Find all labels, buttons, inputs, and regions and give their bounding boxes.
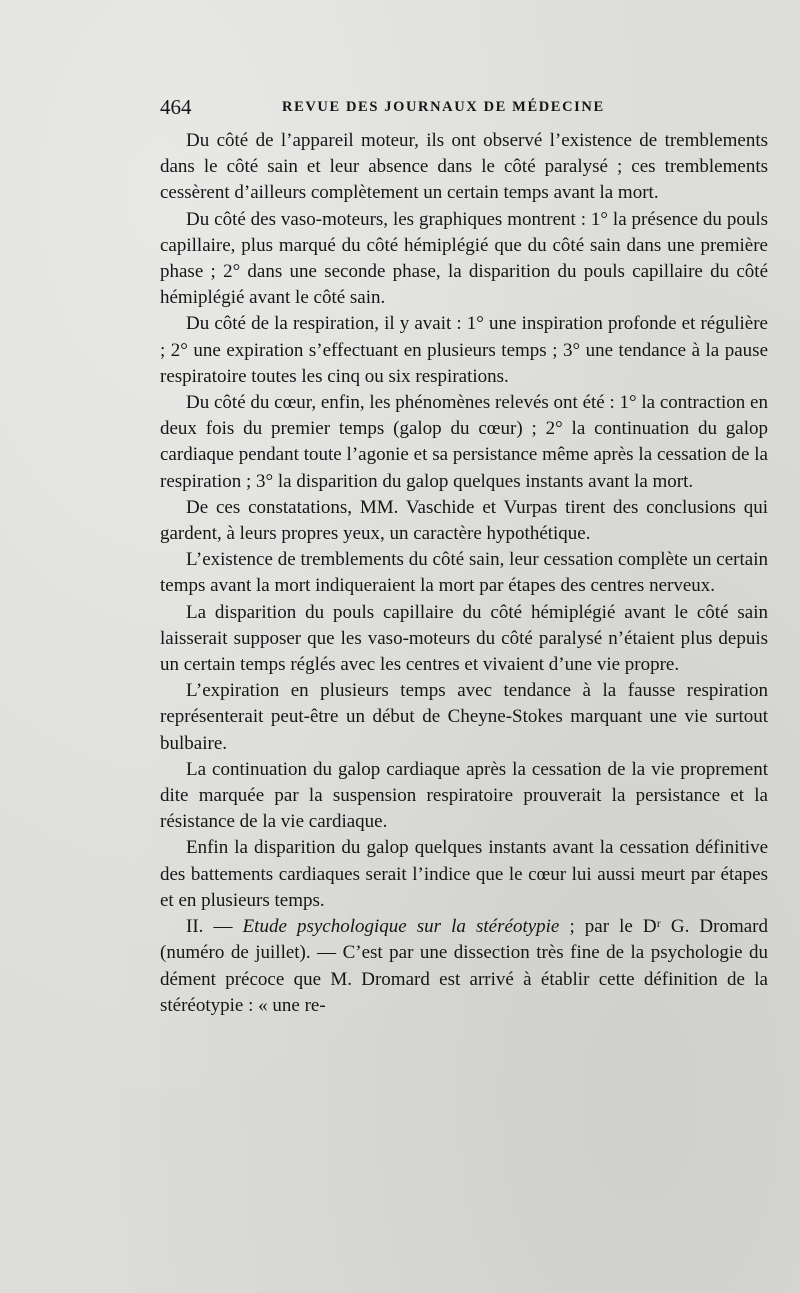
paragraph-heart: Du côté du cœur, enfin, les phénomènes relevés ont été : 1° la contraction en deux fois du premier temps (galop du cœur) ; 2° la continuation du galop cardiaque pendant toute l’agonie et sa persistance même après la cessation de la respiration ; 3° la disparition du galop quelques instants avant la mort.: [160, 392, 768, 492]
section-rest: ; par le Dʳ G. Dromard (numéro de juillet). — C’est par une dissection très fine de la psychologie du dément précoce que M. Dromard est arrivé à établir cette définition de la stéréotypie : « une re-: [160, 916, 768, 1016]
paragraph-tremors: L’existence de tremblements du côté sain, leur cessation complète un certain temps avant la mort indiqueraient la mort par étapes des centres nerveux.: [160, 549, 768, 597]
paragraph-stereotypy: [160, 914, 768, 1019]
section-lead: II. —: [186, 916, 243, 938]
paragraph-pulse: La disparition du pouls capillaire du côté hémiplégié avant le côté sain laisserait supposer que les vaso-moteurs du côté paralysé n’étaient plus depuis un certain temps réglés avec les centres et vivaient d’une vie propre.: [160, 601, 768, 676]
paragraph-motor: Du côté de l’appareil moteur, ils ont observé l’existence de tremblements dans le côté sain et leur absence dans le côté paralysé ; ces tremblements cessèrent d’ailleurs complètement un certain temps avant la mort.: [160, 130, 768, 204]
paragraph-respiration: Du côté de la respiration, il y avait : 1° une inspiration profonde et régulière ; 2° une expiration s’effectuant en plusieurs temps ; 3° une tendance à la pause respiratoire toutes les cinq ou six respirations.: [160, 313, 768, 387]
page-header: [160, 92, 770, 122]
page-number: 464: [160, 95, 192, 119]
article-title: Etude psychologique sur la stéréotypie: [242, 916, 560, 938]
paragraph-expiration: L’expiration en plusieurs temps avec tendance à la fausse respiration représenterait peut-être un début de Cheyne-Stokes marquant une vie surtout bulbaire.: [160, 680, 768, 754]
running-title: REVUE DES JOURNAUX DE MÉDECINE: [282, 99, 605, 115]
body-text: [160, 128, 768, 1019]
paragraph-gallop: La continuation du galop cardiaque après la cessation de la vie proprement dite marquée par la suspension respiratoire prouverait la persistance et la résistance de la vie cardiaque.: [160, 758, 768, 833]
paragraph-heart-death: Enfin la disparition du galop quelques instants avant la cessation définitive des battements cardiaques serait l’indice que le cœur lui aussi meurt par étapes et en plusieurs temps.: [160, 837, 768, 911]
paragraph-conclusions: De ces constatations, MM. Vaschide et Vurpas tirent des conclusions qui gardent, à leurs propres yeux, un caractère hypothétique.: [160, 496, 768, 545]
paragraph-vasomotor: Du côté des vaso-moteurs, les graphiques montrent : 1° la présence du pouls capillaire, plus marqué du côté hémiplégié que du côté sain dans une première phase ; 2° dans une seconde phase, la disparition du pouls capillaire du côté hémiplégié avant le côté sain.: [160, 208, 768, 309]
